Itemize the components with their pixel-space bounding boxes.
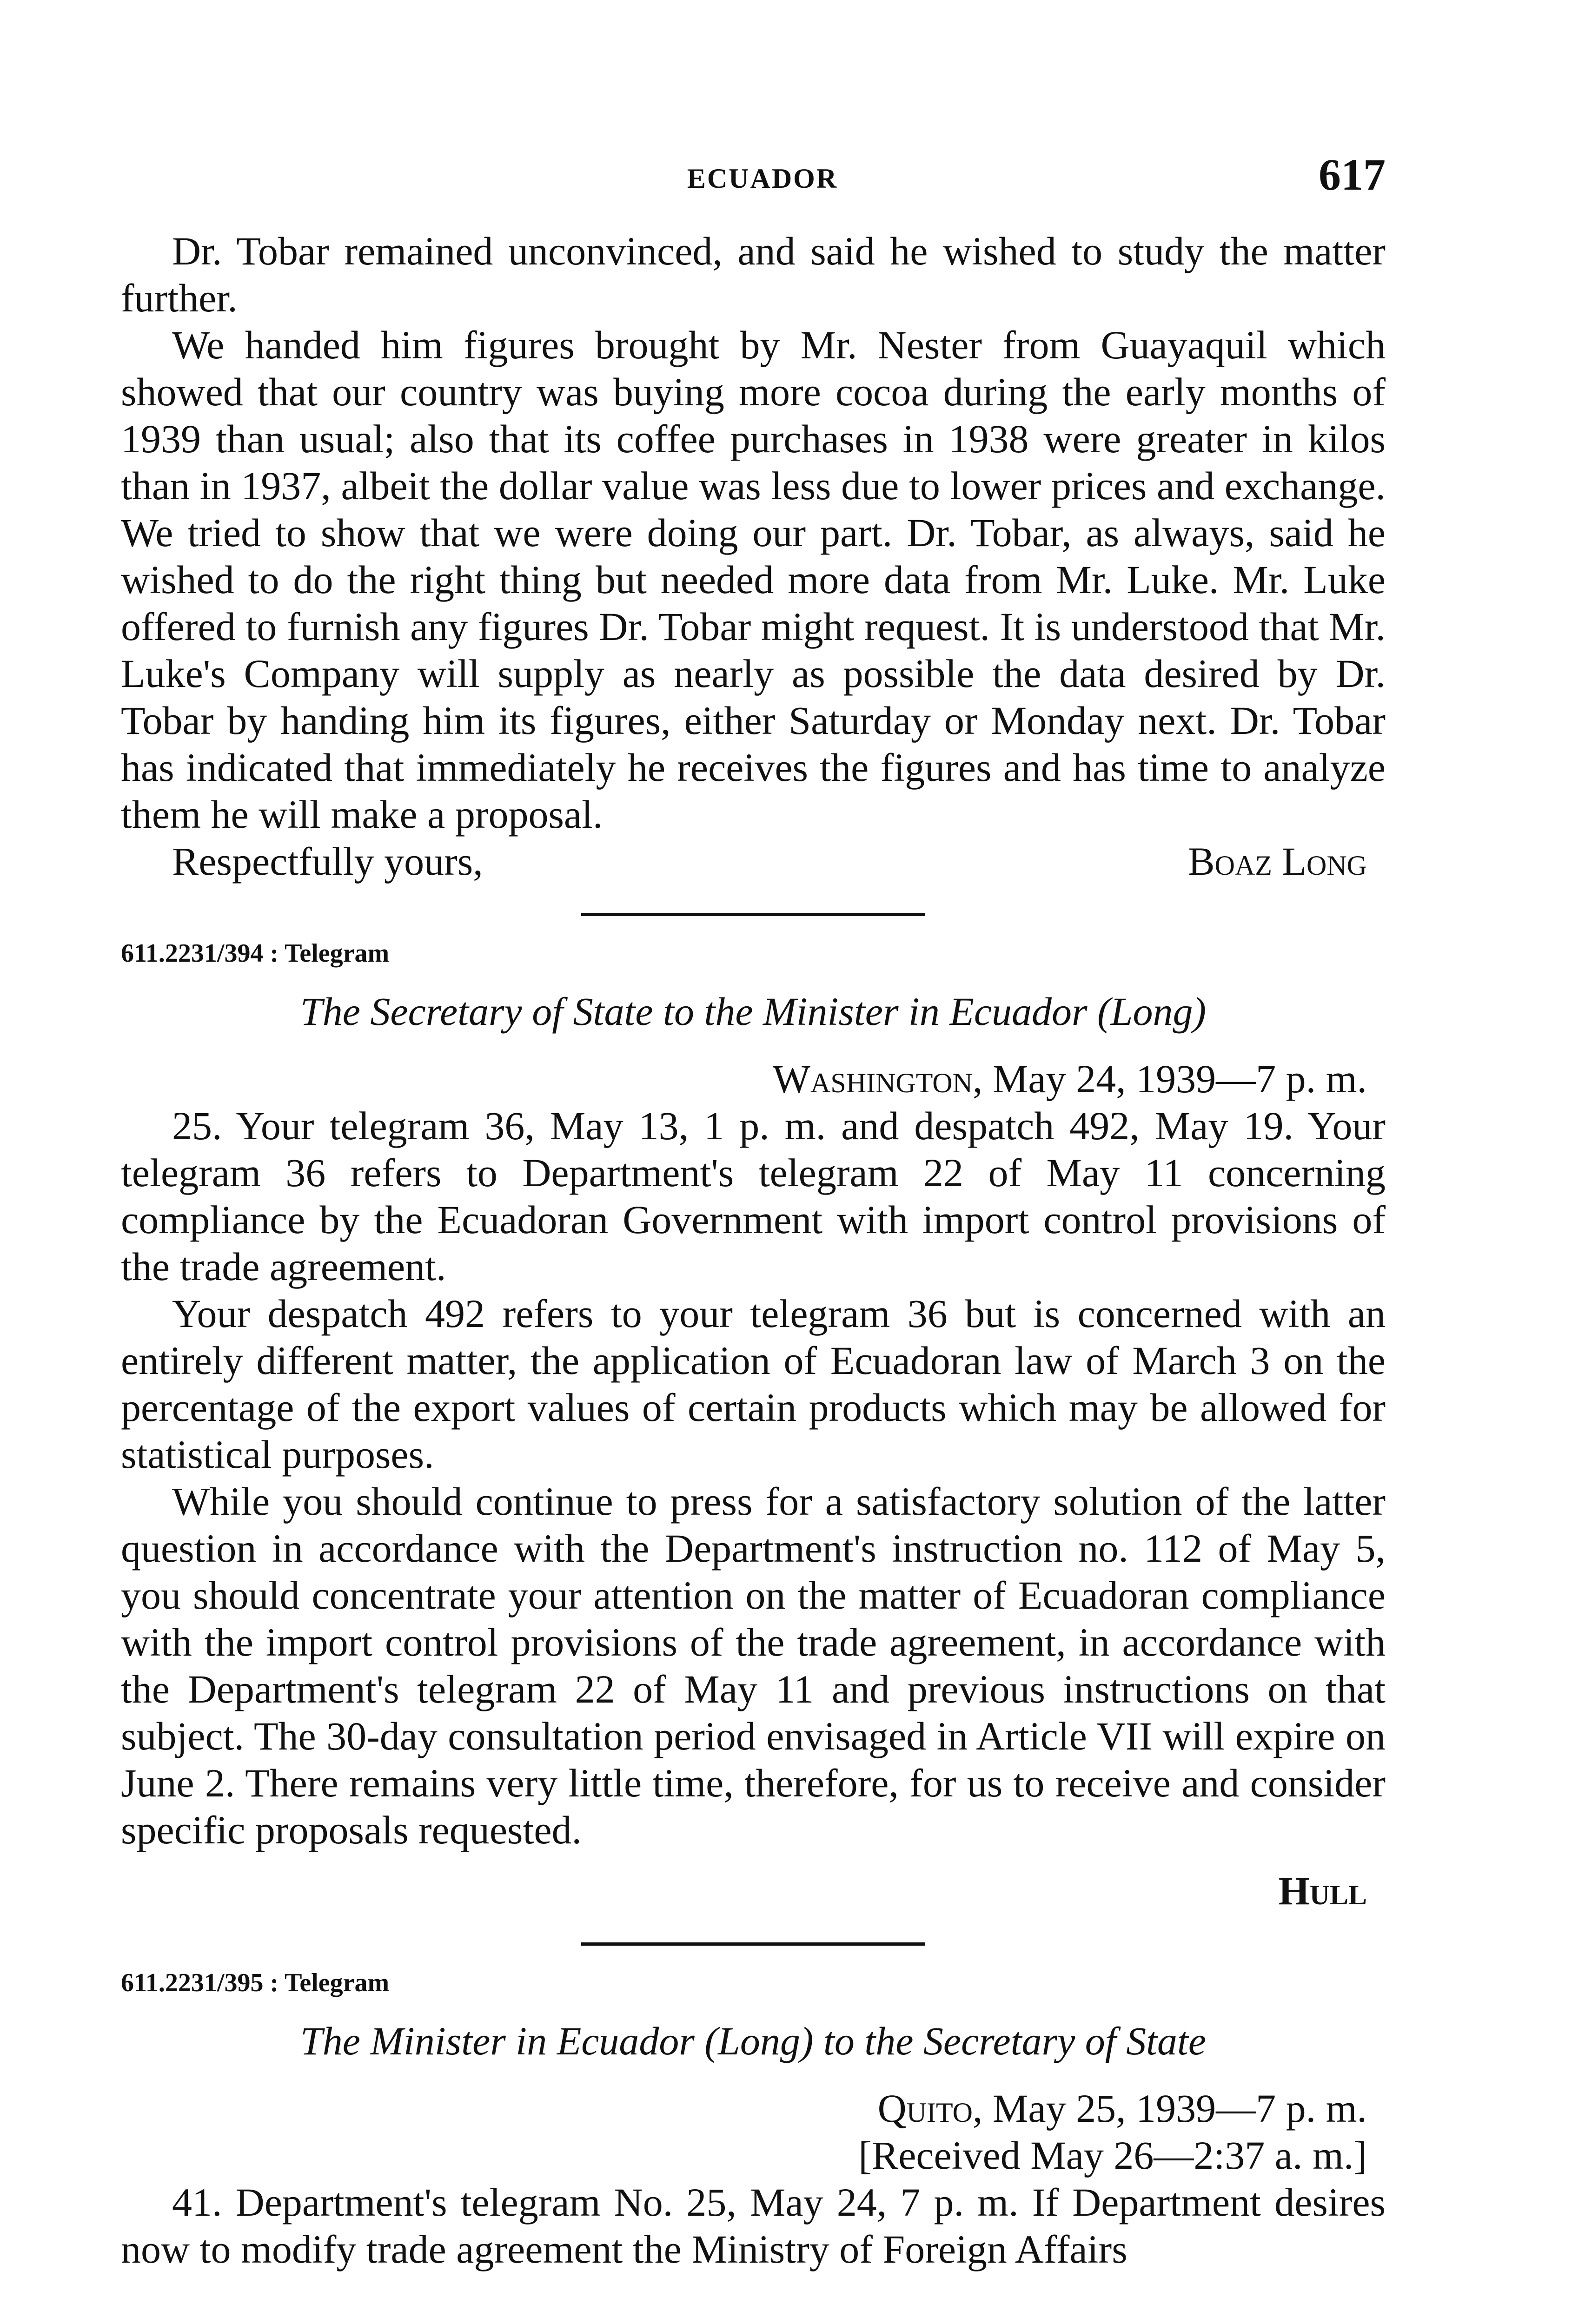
document-title: The Minister in Ecuador (Long) to the Secretary of State (300, 2019, 1207, 2063)
signature: Hull (1278, 1868, 1367, 1913)
document-title: The Secretary of State to the Minister in Ecuador (Long) (300, 989, 1207, 1034)
running-head: ECUADOR (687, 163, 838, 194)
file-number: 611.2231/395 : Telegram (121, 1968, 390, 1997)
complimentary-close: Respectfully yours, (172, 839, 483, 884)
dateline-place: Quito, (877, 2086, 983, 2131)
paragraph: 41. Department's telegram No. 25, May 24, 7 p. m. If Department desires now to modify trade agreement the Ministry of Foreign Affairs (121, 2180, 1386, 2271)
dateline-date: May 25, 1939—7 p. m. (992, 2086, 1367, 2131)
page-header (139, 149, 1386, 209)
paragraph: Your despatch 492 refers to your telegram 36 but is concerned with an entirely different matter, the application of Ecuadoran law of March 3 on the percentage of the export values of certain products which may be allowed for statistical purposes. (121, 1291, 1386, 1477)
file-number: 611.2231/394 : Telegram (121, 939, 390, 968)
signature: Boaz Long (1188, 839, 1367, 884)
received-note: [Received May 26—2:37 a. m.] (858, 2133, 1367, 2178)
paragraph: While you should continue to press for a satisfactory solution of the latter question in accordance with the Department's instruction no. 112 of May 5, you should concentrate your attention on the matter of Ecuadoran compliance with the import control provisions of the trade agreement, in accordance with the Department's telegram 22 of May 11 and previous instructions on that subject. The 30-day consultation period envisaged in Article VII will expire on June 2. There remains very little time, therefore, for us to receive and consider specific proposals requested. (121, 1479, 1386, 1852)
page-body (121, 228, 1386, 2273)
section-divider (581, 1942, 925, 1946)
paragraph: We handed him figures brought by Mr. Nester from Guayaquil which showed that our country was buying more cocoa during the early months of 1939 than usual; also that its coffee purchases in 1938 were greater in kilos than in 1937, albeit the dollar value was less due to lower prices and exchange. We tried to show that we were doing our part. Dr. Tobar, as always, said he wished to do the right thing but needed more data from Mr. Luke. Mr. Luke offered to furnish any figures Dr. Tobar might request. It is understood that Mr. Luke's Company will supply as nearly as possible the data desired by Dr. Tobar by handing him its figures, either Saturday or Monday next. Dr. Tobar has indicated that immediately he receives the figures and has time to analyze them he will make a proposal. (121, 323, 1386, 837)
dateline-place: Washington, (772, 1056, 983, 1101)
page-number: 617 (1319, 150, 1386, 199)
paragraph: 25. Your telegram 36, May 13, 1 p. m. and despatch 492, May 19. Your telegram 36 refers to Department's telegram 22 of May 11 concerning compliance by the Ecuadoran Government with import control provisions of the trade agreement. (121, 1103, 1386, 1289)
dateline (121, 1056, 1386, 1103)
section-divider (581, 913, 925, 916)
dateline-date: May 24, 1939—7 p. m. (992, 1056, 1367, 1101)
dateline (121, 2085, 1386, 2132)
letter-closing-line (121, 838, 1386, 885)
paragraph: Dr. Tobar remained unconvinced, and said he wished to study the matter further. (121, 229, 1386, 320)
